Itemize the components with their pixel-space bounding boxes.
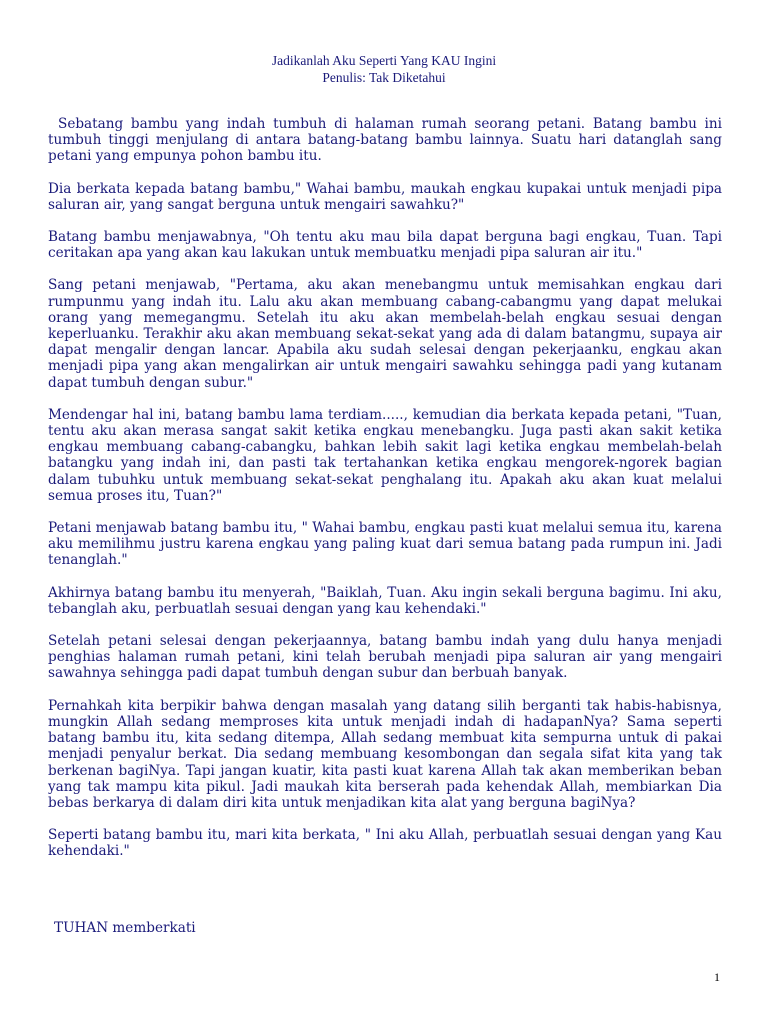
paragraph: Mendengar hal ini, batang bambu lama terdiam....., kemudian dia berkata kepada petani, "Tuan, tentu aku akan merasa sangat sakit ketika engkau menebangku. Juga pasti akan sakit ketika engkau membuang cabang-cabangku, bahkan lebih sakit lagi ketika engkau membelah-belah batangku yang indah ini, dan pasti tak tertahankan ketika engkau mengorek-ngorek bagian dalam tubuhku untuk membuang sekat-sekat penghalang itu. Apakah aku akan kuat melalui semua proses itu, Tuan?"	[48, 406, 722, 504]
paragraph: Dia berkata kepada batang bambu," Wahai bambu, maukah engkau kupakai untuk menjadi pipa saluran air, yang sangat berguna untuk mengairi sawahku?"	[48, 180, 722, 213]
paragraph: Pernahkah kita berpikir bahwa dengan masalah yang datang silih berganti tak habis-habisnya, mungkin Allah sedang memproses kita untuk menjadi indah di hadapanNya? Sama seperti batang bambu itu, kita sedang ditempa, Allah sedang membuat kita sempurna untuk di pakai menjadi penyalur berkat. Dia sedang membuang kesombongan dan segala sifat kita yang tak berkenan bagiNya. Tapi jangan kuatir, kita pasti kuat karena Allah tak akan memberikan beban yang tak mampu kita pikul. Jadi maukah kita berserah pada kehendak Allah, membiarkan Dia bebas berkarya di dalam diri kita untuk menjadikan kita alat yang berguna bagiNya?	[48, 697, 722, 811]
body-text	[48, 116, 722, 876]
paragraph: Petani menjawab batang bambu itu, " Wahai bambu, engkau pasti kuat melalui semua itu, karena aku memilihmu justru karena engkau yang paling kuat dari semua batang pada rumpun ini. Jadi tenanglah."	[48, 520, 722, 569]
title-block	[0, 52, 768, 86]
author-line: Penulis: Tak Diketahui	[322, 70, 446, 85]
paragraph: Seperti batang bambu itu, mari kita berkata, " Ini aku Allah, perbuatlah sesuai dengan yang Kau kehendaki."	[48, 827, 722, 860]
paragraph: Setelah petani selesai dengan pekerjaannya, batang bambu indah yang dulu hanya menjadi penghias halaman rumah petani, kini telah berubah menjadi pipa saluran air yang mengairi sawahnya sehingga padi dapat tumbuh dengan subur dan berbuah banyak.	[48, 633, 722, 682]
document-title: Jadikanlah Aku Seperti Yang KAU Ingini	[271, 53, 497, 68]
page-number: 1	[714, 970, 720, 984]
paragraph: Sang petani menjawab, "Pertama, aku akan menebangmu untuk memisahkan engkau dari rumpunmu yang indah itu. Lalu aku akan membuang cabang-cabangmu yang dapat melukai orang yang memegangmu. Setelah itu aku akan membelah-belah engkau sesuai dengan keperluanku. Terakhir aku akan membuang sekat-sekat yang ada di dalam batangmu, supaya air dapat mengalir dengan lancar. Apabila aku sudah selesai dengan pekerjaanku, engkau akan menjadi pipa yang akan mengalirkan air untuk mengairi sawahku sehingga padi yang kutanam dapat tumbuh dengan subur."	[48, 277, 722, 391]
closing-blessing: TUHAN memberkati	[54, 920, 196, 936]
paragraph: Batang bambu menjawabnya, "Oh tentu aku mau bila dapat berguna bagi engkau, Tuan. Tapi ceritakan apa yang akan kau lakukan untuk membuatku menjadi pipa saluran air itu."	[48, 229, 722, 262]
paragraph: Akhirnya batang bambu itu menyerah, "Baiklah, Tuan. Aku ingin sekali berguna bagimu. Ini aku, tebanglah aku, perbuatlah sesuai dengan yang kau kehendaki."	[48, 584, 722, 617]
paragraph: Sebatang bambu yang indah tumbuh di halaman rumah seorang petani. Batang bambu ini tumbuh tinggi menjulang di antara batang-batang bambu lainnya. Suatu hari datanglah sang petani yang empunya pohon bambu itu.	[48, 116, 722, 165]
